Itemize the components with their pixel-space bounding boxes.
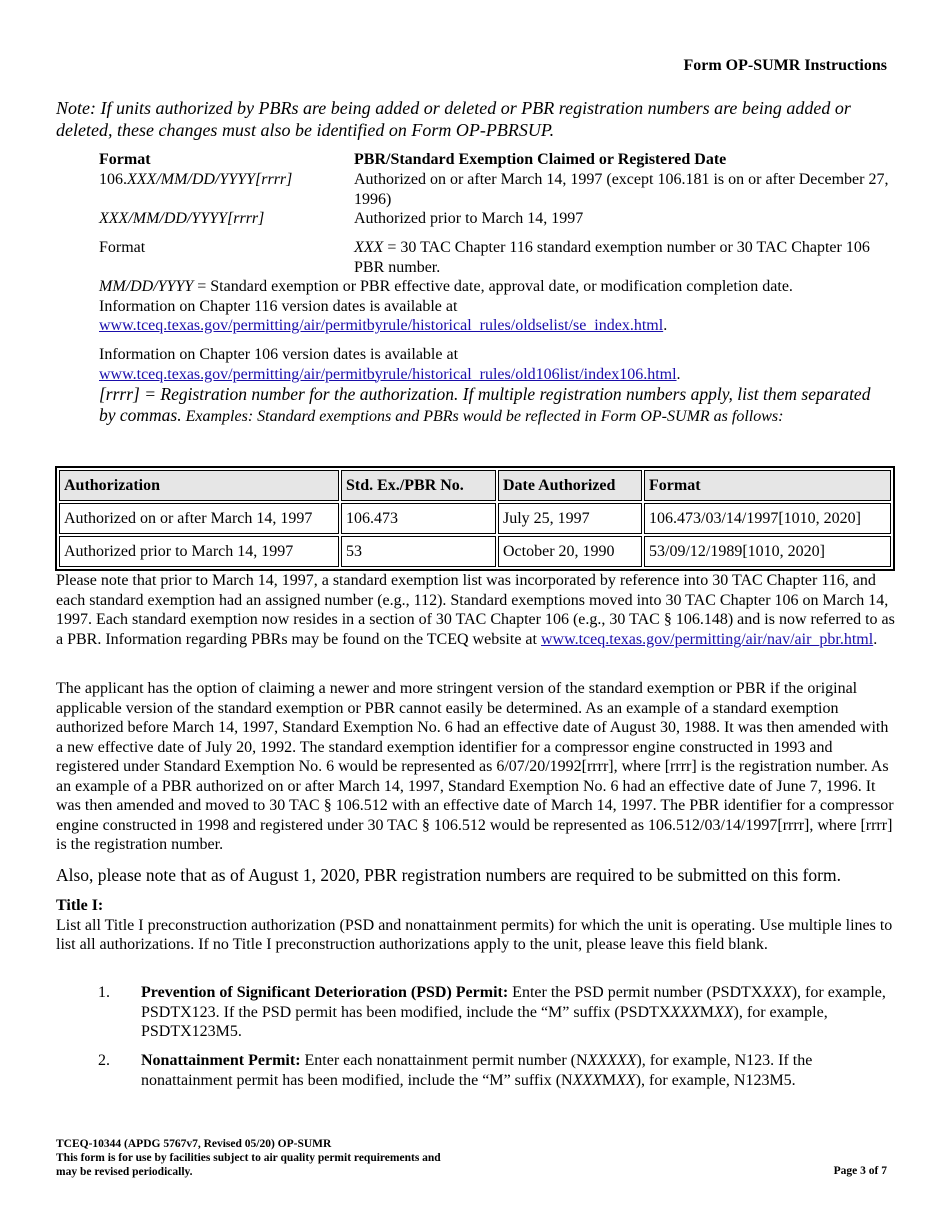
footer-form-info bbox=[56, 1137, 441, 1179]
format-col-header: Format bbox=[99, 151, 151, 168]
authorization-example-table bbox=[55, 466, 895, 571]
format-row-2-desc: Authorized prior to March 14, 1997 bbox=[354, 210, 584, 227]
format-row-2-format: XXX/MM/DD/YYYY[rrrr] bbox=[99, 210, 265, 227]
table-cell: 53/09/12/1989[1010, 2020] bbox=[644, 536, 891, 567]
ch116-link-line: www.tceq.texas.gov/permitting/air/permitbyrule/historical_rules/oldselist/se_index.html. bbox=[99, 317, 668, 334]
col-header-authorization: Authorization bbox=[59, 470, 339, 501]
title-i-section bbox=[56, 896, 896, 955]
newer-version-paragraph: The applicant has the option of claiming a newer and more stringent version of the standard exemption or PBR if the original applicable version of the standard exemption or PBR cannot easily be determined. As an example of a standard exemption authorized before March 14, 1997, Standard Exemption No. 6 had an effective date of August 30, 1988. It was then amended with a new effective date of July 20, 1992. The standard exemption identifier for a compressor engine constructed in 1993 and registered under Standard Exemption No. 6 would be represented as 6/07/20/1992[rrrr], where [rrrr] is the registration number. As an example of a PBR authorized on or after March 14, 1997, Standard Exemption No. 6 had an effective date of June 7, 1996. It was then amended and moved to 30 TAC § 106.512 with an effective date of March 14, 1997. The PBR identifier for a compressor engine constructed in 1998 and registered under 30 TAC § 106.512 would be represented as 106.512/03/14/1997[rrrr], where [rrrr] is the registration number. bbox=[56, 680, 894, 853]
mmdd-definition: MM/DD/YYYY = Standard exemption or PBR effective date, approval date, or modification completion date. bbox=[99, 278, 793, 295]
ch106-block bbox=[99, 345, 889, 384]
format-table-header bbox=[99, 150, 899, 170]
table-cell: Authorized on or after March 14, 1997 bbox=[59, 503, 339, 534]
ch116-info: Information on Chapter 116 version dates is available at bbox=[99, 297, 458, 315]
format-row-1-desc: Authorized on or after March 14, 1997 (except 106.181 is on or after December 27, 1996) bbox=[354, 171, 889, 208]
pbr-website-link[interactable]: www.tceq.texas.gov/permitting/air/nav/air_pbr.html bbox=[540, 630, 874, 648]
col-header-format: Format bbox=[644, 470, 891, 501]
col-header-pbr-no: Std. Ex./PBR No. bbox=[341, 470, 496, 501]
mmdd-block bbox=[99, 277, 889, 336]
format-row-1-format: 106.XXX/MM/DD/YYYY[rrrr] bbox=[99, 171, 293, 188]
list-item-text: Prevention of Significant Deterioration (PSD) Permit: Enter the PSD permit number (PSDTXXXX), for example, PSDTX123. If the PSD permit has been modified, include the “M” suffix (PSDTXXXXMXX), for example, PSDTX123M5. bbox=[141, 984, 886, 1040]
ch106-info: Information on Chapter 106 version dates is available at bbox=[99, 346, 459, 363]
claimed-date-col-header: PBR/Standard Exemption Claimed or Registered Date bbox=[354, 151, 727, 168]
list-item bbox=[98, 1051, 893, 1091]
table-header-row bbox=[59, 470, 891, 501]
ch106-link[interactable]: www.tceq.texas.gov/permitting/air/permitbyrule/historical_rules/old106list/index106.html bbox=[99, 365, 677, 383]
format-row-3 bbox=[99, 238, 899, 278]
list-item-number: 2. bbox=[98, 1052, 110, 1069]
title-i-text: List all Title I preconstruction authorization (PSD and nonattainment permits) for which the unit is operating. Use multiple lines to list all authorizations. If no Title I preconstruction authorizations apply to the unit, please leave this field blank. bbox=[56, 916, 893, 953]
table-row bbox=[59, 536, 891, 567]
format-row-3-label: Format bbox=[99, 239, 146, 256]
footer-line-1: TCEQ-10344 (APDG 5767v7, Revised 05/20) OP-SUMR bbox=[56, 1138, 332, 1150]
list-item bbox=[98, 983, 893, 1043]
registration-required-paragraph: Also, please note that as of August 1, 2020, PBR registration numbers are required to be submitted on this form. bbox=[56, 865, 841, 885]
ch116-link[interactable]: www.tceq.texas.gov/permitting/air/permitbyrule/historical_rules/oldselist/se_index.html bbox=[99, 317, 664, 334]
table-cell: 106.473 bbox=[341, 503, 496, 534]
table-cell: Authorized prior to March 14, 1997 bbox=[59, 536, 339, 567]
col-header-date-authorized: Date Authorized bbox=[498, 470, 642, 501]
table-cell: 106.473/03/14/1997[1010, 2020] bbox=[644, 503, 891, 534]
standard-exemption-paragraph: Please note that prior to March 14, 1997, a standard exemption list was incorporated by reference into 30 TAC Chapter 116, and each standard exemption had an assigned number (e.g., 112). Standard exemptions moved into 30 TAC Chapter 106 on March 14, 1997. Each standard exemption now resides in a section of 30 TAC Chapter 106 (e.g., 30 TAC § 106.148) and is now referred to as a PBR. Information regarding PBRs may be found on the TCEQ website at www.tceq.texas.gov/permitting/air/nav/air_pbr.html. bbox=[56, 572, 895, 648]
table-cell: October 20, 1990 bbox=[498, 536, 642, 567]
table-cell: July 25, 1997 bbox=[498, 503, 642, 534]
table-row bbox=[59, 503, 891, 534]
table-cell: 53 bbox=[341, 536, 496, 567]
format-row-3-desc: XXX = 30 TAC Chapter 116 standard exemption number or 30 TAC Chapter 106 PBR number. bbox=[354, 239, 870, 276]
list-item-number: 1. bbox=[98, 984, 110, 1001]
footer-line-2: This form is for use by facilities subject to air quality permit requirements and bbox=[56, 1152, 441, 1164]
title-i-heading: Title I: bbox=[56, 897, 104, 914]
list-item-text: Nonattainment Permit: Enter each nonattainment permit number (NXXXXX), for example, N123. If the nonattainment permit has been modified, include the “M” suffix (NXXXMXX), for example, N123M5. bbox=[141, 1052, 813, 1089]
ch106-link-line: www.tceq.texas.gov/permitting/air/permitbyrule/historical_rules/old106list/index106.html. bbox=[99, 365, 681, 383]
format-row-1 bbox=[99, 170, 899, 210]
page-header-title: Form OP-SUMR Instructions bbox=[683, 57, 887, 74]
format-row-2 bbox=[99, 209, 899, 229]
footer-line-3: may be revised periodically. bbox=[56, 1166, 193, 1178]
rrrr-definition: [rrrr] = Registration number for the authorization. If multiple registration numbers apply, list them separated by commas. Examples: Standard exemptions and PBRs would be reflected in Form OP-SUMR as follows: bbox=[99, 384, 871, 425]
page-number: Page 3 of 7 bbox=[833, 1165, 887, 1177]
pbr-note: Note: If units authorized by PBRs are being added or deleted or PBR registration numbers are being added or deleted, these changes must also be identified on Form OP-PBRSUP. bbox=[56, 98, 851, 140]
